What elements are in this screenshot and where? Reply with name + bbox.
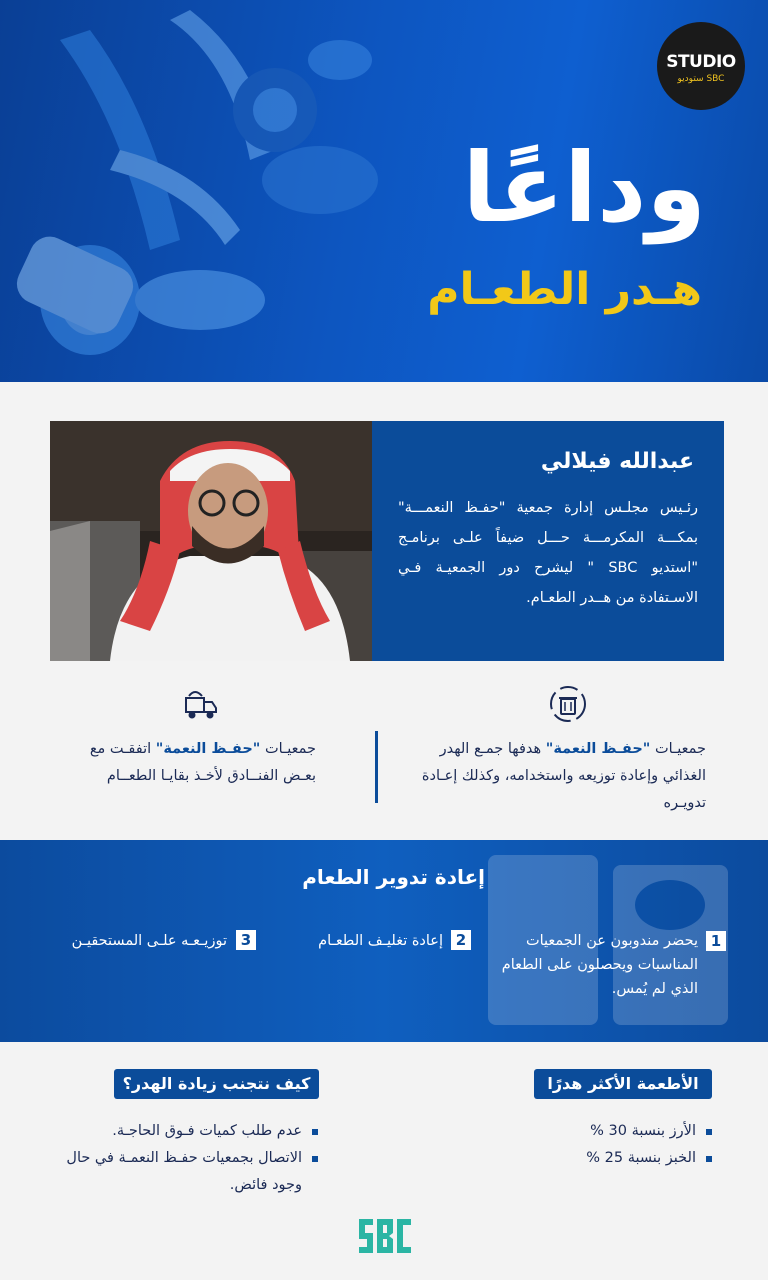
most-wasted-heading: الأطعمة الأكثر هدرًا [534,1069,712,1099]
fact-hotels-prefix: جمعيـات [260,741,316,757]
studio-logo-sub: ستوديو SBC [677,74,725,84]
list-item: الاتصال بجمعيات حفـظ النعمـة في حال وجود فائض. [58,1145,318,1199]
list-item: الأرز بنسبة 30 % [522,1118,712,1145]
fact-collection [406,736,706,817]
list-item: الخبز بنسبة 25 % [522,1145,712,1172]
page-title: وداعًا [462,132,706,244]
fact-hotels-text: اتفقـت مع بعـض الفنــادق لأخـذ بقايـا الطعــام [89,741,316,784]
step-2-number: 2 [451,930,471,950]
step-3-text: توزيـعـه علـى المستحقيـن [71,933,227,949]
guest-name: عبدالله فيلالي [540,449,694,474]
step-2-text: إعادة تغليـف الطعـام [318,933,443,949]
food-truck-icon [180,684,220,724]
avoid-waste-heading: كيف نتجنب زيادة الهدر؟ [114,1069,319,1099]
recycling-title: إعادة تدوير الطعام [302,865,485,889]
step-1-number: 1 [706,931,726,951]
hero-header [0,0,768,382]
sbc-logo-icon [355,1213,415,1259]
fact-collection-prefix: جمعيـات [650,741,706,757]
guest-bio-panel [372,421,724,661]
guest-profile-card [50,421,724,661]
studio-sbc-logo [657,22,745,110]
guest-bio: رئـيس مجلـس إدارة جمعية "حفـظ النعمـــة" بمكـــة المكرمـــة حـــل ضيفاً علـى برنامـج "استديو SBC " ليشرح دور الجمعيـة فـي الاسـتفادة من هــدر الطعـام. [398,500,698,606]
recycle-bin-icon [548,684,588,724]
fact-collection-text: هدفها جمـع الهدر الغذائي وإعادة توزيعه واستخدامه، وكذلك إعـادة تدويـره [421,741,706,811]
avoid-waste-list [58,1118,318,1199]
guest-photo [50,421,372,661]
page-subtitle: هـدر الطعـام [427,264,702,315]
fact-collection-bold: "حفـظ النعمة" [545,741,651,757]
step-3-number: 3 [236,930,256,950]
facts-divider [375,731,378,803]
studio-logo-main: STUDIO [666,52,736,72]
list-item: عدم طلب كميات فـوق الحاجـة. [58,1118,318,1145]
most-wasted-list [522,1118,712,1172]
fact-hotels [71,736,316,790]
food-waste-illustration [0,0,420,382]
step-1-text: يحضر مندوبون عن الجمعيات المناسبات ويحصلون على الطعام الذي لم يُمس. [501,933,698,997]
guest-portrait-image [50,421,372,661]
fact-hotels-bold: "حفـظ النعمة" [155,741,261,757]
